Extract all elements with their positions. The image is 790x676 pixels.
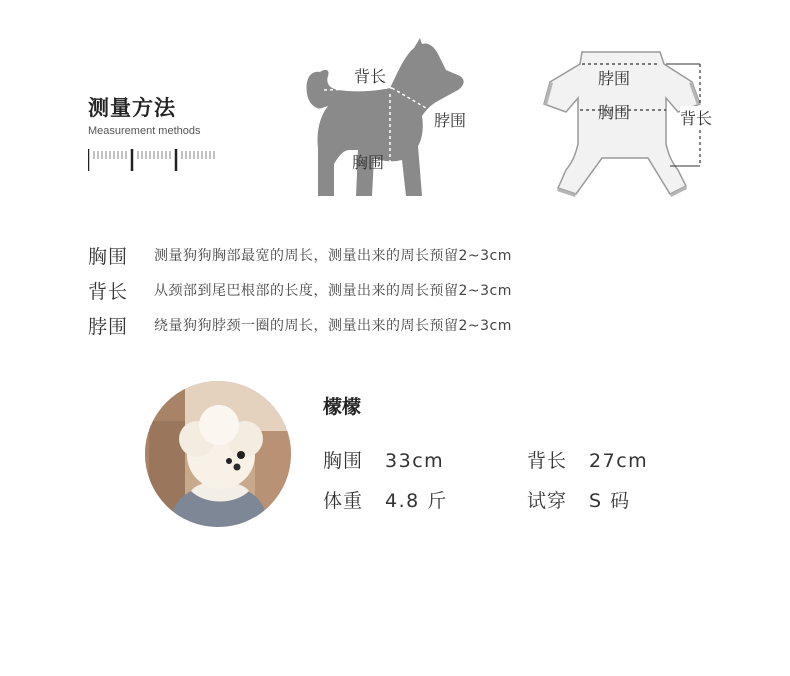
definition-row (88, 242, 512, 268)
garment-chest-label: 胸围 (598, 103, 631, 122)
garment-length-label: 背长 (680, 106, 712, 129)
dog-neck-label: 脖围 (434, 111, 467, 130)
ruler-icon (88, 147, 218, 173)
garment-measurement-diagram (540, 40, 730, 202)
definition-text: 从颈部到尾巴根部的长度，测量出来的周长预留2~3cm (154, 283, 512, 299)
model-back-label: 背长 (527, 450, 568, 472)
dog-back-length-label: 背长 (354, 67, 387, 86)
model-chest-value: 33cm (385, 450, 445, 472)
model-chest-stat (323, 446, 444, 473)
definition-text: 测量狗狗胸部最宽的周长，测量出来的周长预留2~3cm (154, 248, 512, 264)
definition-text: 绕量狗狗脖颈一圈的周长，测量出来的周长预留2~3cm (154, 318, 512, 334)
dog-chest-label: 胸围 (352, 153, 385, 172)
model-weight-label: 体重 (323, 490, 364, 512)
model-size-stat (527, 486, 631, 513)
model-back-value: 27cm (589, 450, 649, 472)
definition-term: 背长 (88, 280, 129, 303)
model-name: 檬檬 (323, 396, 362, 418)
dog-photo-illustration (145, 381, 291, 527)
definition-row (88, 312, 512, 338)
definition-term: 胸围 (88, 245, 129, 268)
model-weight-stat (323, 486, 448, 513)
garment-neck-label: 脖围 (598, 69, 631, 88)
model-weight-value: 4.8 斤 (385, 490, 448, 512)
dog-measurement-diagram (298, 36, 474, 202)
definition-row (88, 277, 512, 303)
section-subtitle: Measurement methods (88, 125, 201, 137)
model-size-label: 试穿 (527, 490, 568, 512)
model-chest-label: 胸围 (323, 450, 364, 472)
model-dog-photo (145, 381, 291, 527)
model-back-stat (527, 446, 648, 473)
definition-term: 脖围 (88, 315, 129, 338)
model-size-value: S 码 (589, 490, 631, 512)
section-title: 测量方法 (88, 96, 176, 120)
